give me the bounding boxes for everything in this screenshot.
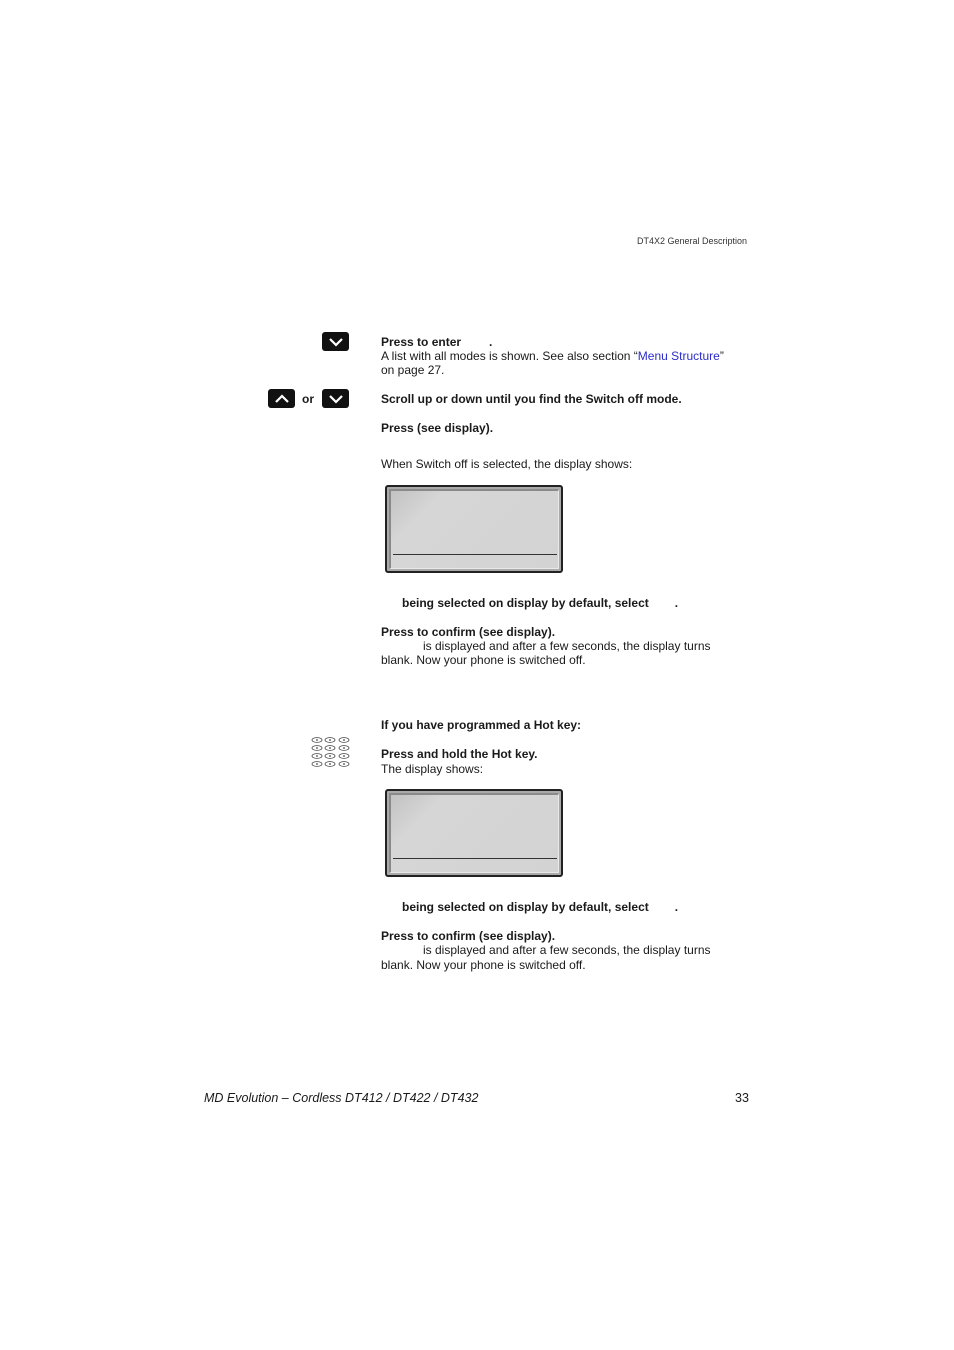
lcd-display-illustration: [385, 789, 563, 877]
step-confirm: Press to confirm (see display).: [381, 929, 556, 943]
step-press-to-enter-text: Press to enter: [381, 335, 462, 349]
keypad-icon: [310, 736, 352, 777]
switch-off-display-note: When Switch off is selected, the display shows:: [381, 457, 633, 471]
hot-key-intro: If you have programmed a Hot key:: [381, 718, 582, 732]
page-number: 33: [735, 1091, 749, 1105]
step-select-default-period: .: [674, 900, 679, 914]
step-press-to-enter-period: .: [489, 335, 493, 349]
lcd-display-illustration: [385, 485, 563, 573]
menu-structure-link[interactable]: Menu Structure: [637, 349, 720, 363]
modes-list-page-ref: on page 27.: [381, 363, 445, 377]
up-key-icon: [268, 389, 295, 408]
modes-list-note: [381, 349, 724, 364]
step-scroll: Scroll up or down until you find the Switch off mode.: [381, 392, 682, 406]
step-select-default-period: .: [674, 596, 679, 610]
step-press-see-display: Press (see display).: [381, 421, 494, 435]
step-confirm: Press to confirm (see display).: [381, 625, 556, 639]
step-press-hold-hot-key: Press and hold the Hot key.: [381, 747, 538, 761]
confirm-result-line2: blank. Now your phone is switched off.: [381, 653, 586, 667]
lcd-softkey-divider: [393, 858, 557, 859]
step-select-default-text: being selected on display by default, select: [402, 900, 649, 914]
step-select-default: [402, 900, 678, 915]
step-select-default-text: being selected on display by default, select: [402, 596, 649, 610]
down-key-icon: [322, 389, 349, 408]
step-select-default: [402, 596, 678, 611]
confirm-result-line1: is displayed and after a few seconds, the display turns: [423, 943, 711, 957]
modes-list-note-text: A list with all modes is shown. See also section “: [381, 349, 638, 363]
confirm-result-line2: blank. Now your phone is switched off.: [381, 958, 586, 972]
confirm-result-line1: is displayed and after a few seconds, the display turns: [423, 639, 711, 653]
display-shows-note: The display shows:: [381, 762, 484, 776]
down-key-icon: [322, 332, 349, 351]
lcd-screen: [389, 489, 559, 569]
modes-list-note-quote: ”: [719, 349, 724, 363]
step-press-to-enter: [381, 335, 492, 350]
lcd-softkey-divider: [393, 554, 557, 555]
or-label: or: [302, 392, 314, 406]
running-header: DT4X2 General Description: [637, 236, 748, 246]
footer-product-title: MD Evolution – Cordless DT412 / DT422 / DT432: [204, 1091, 479, 1105]
lcd-screen: [389, 793, 559, 873]
